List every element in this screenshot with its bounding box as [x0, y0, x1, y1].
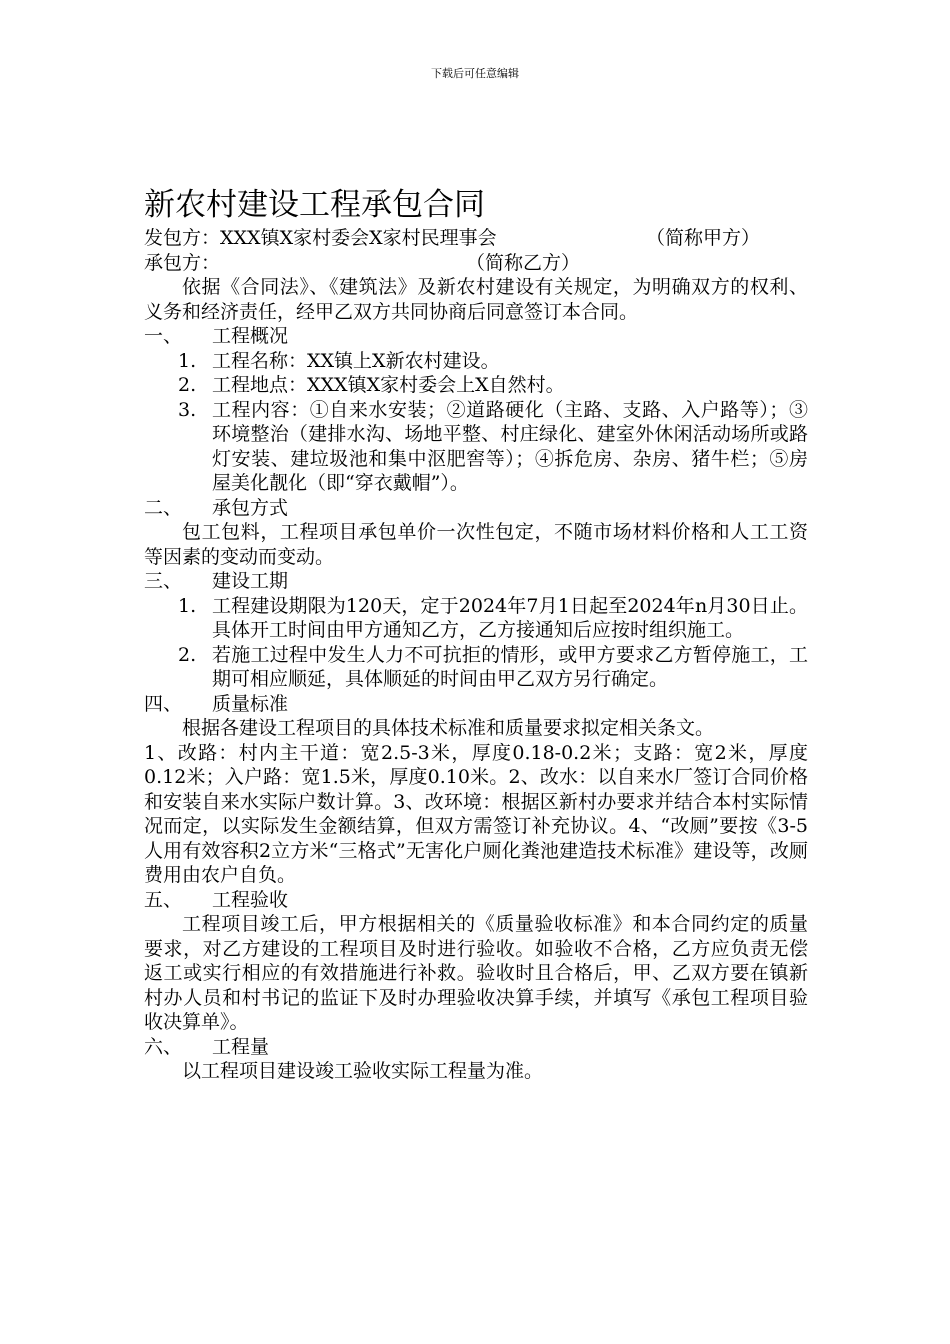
section-title: 工程量 [212, 1035, 270, 1058]
item-number: 3. [178, 398, 197, 421]
section-heading [144, 692, 808, 717]
section-number: 六、 [144, 1035, 183, 1058]
list-item [144, 349, 808, 374]
contract-body [144, 186, 808, 1084]
section-number: 一、 [144, 325, 183, 347]
section-heading [144, 324, 808, 349]
item-text: 若施工过程中发生人力不可抗拒的情形，或甲方要求乙方暂停施工，工期可相应顺延，具体顺延的时间由甲乙双方另行确定。 [212, 643, 808, 690]
section-paragraph: 根据各建设工程项目的具体技术标准和质量要求拟定相关条文。 [182, 717, 715, 739]
party-a-line [144, 226, 808, 251]
section-title: 工程验收 [212, 888, 289, 911]
section-heading [144, 888, 808, 913]
intro-paragraph: 依据《合同法》、《建筑法》及新农村建设有关规定，为明确双方的权利、义务和经济责任，经甲乙双方共同协商后同意签订本合同。 [144, 276, 808, 323]
section-heading [144, 569, 808, 594]
section-number: 二、 [144, 496, 183, 519]
item-number: 1. [178, 349, 197, 372]
section-title: 承包方式 [212, 496, 289, 519]
list-item [144, 643, 808, 692]
list-item [144, 398, 808, 496]
section-title: 工程概况 [212, 325, 289, 347]
item-text: 工程名称：XX镇上X新农村建设。 [212, 349, 500, 372]
section-heading [144, 496, 808, 521]
item-number: 1. [178, 594, 197, 617]
page-header-note: 下载后可任意编辑 [431, 67, 519, 80]
party-b-label: 承包方： [144, 251, 221, 274]
section-paragraph: 1、改路：村内主干道：宽2.5-3米，厚度0.18-0.2米；支路：宽2米，厚度0.12米；入户路：宽1.5米，厚度0.10米。2、改水：以自来水厂签订合同价格和安装自来水实际户数计算。3、改环境：根据区新村办要求并结合本村实际情况而定，以实际发生金额结算，但双方需签订补充协议。4、“改厕”要按《3-5人用有效容积2立方米“三格式”无害化户厕化粪池建造技术标准》建设等，改厕费用由农户自负。 [144, 741, 808, 886]
list-item [144, 373, 808, 398]
section-title: 建设工期 [212, 570, 289, 592]
section-paragraph: 工程项目竣工后，甲方根据相关的《质量验收标准》和本合同约定的质量要求，对乙方建设的工程项目及时进行验收。如验收不合格，乙方应负责无偿返工或实行相应的有效措施进行补救。验收时且合格后，甲、乙双方要在镇新村办人员和村书记的监证下及时办理验收决算手续，并填写《承包工程项目验收决算单》。 [144, 913, 808, 1033]
item-number: 2. [178, 643, 197, 666]
section-title: 质量标准 [212, 692, 289, 715]
party-a-label: 发包方：XXX镇X家村委会X家村民理事会 [144, 227, 497, 249]
section-heading [144, 1035, 808, 1060]
item-text: 工程内容：①自来水安装；②道路硬化（主路、支路、入户路等）；③环境整治（建排水沟、场地平整、村庄绿化、建室外休闲活动场所或路灯安装、建垃圾池和集中沤肥窖等）；④拆危房、杂房、猪牛栏；⑤房屋美化靓化（即“穿衣戴帽”）。 [212, 398, 808, 494]
section-paragraph: 以工程项目建设竣工验收实际工程量为准。 [182, 1060, 544, 1082]
document-title: 新农村建设工程承包合同 [144, 187, 485, 223]
section-number: 三、 [144, 570, 183, 592]
party-b-line [144, 251, 808, 276]
party-b-abbr: （简称乙方） [466, 251, 581, 274]
list-item [144, 594, 808, 643]
item-text: 工程建设期限为120天，定于2024年7月1日起至2024年n月30日止。具体开工时间由甲方通知乙方，乙方接通知后应按时组织施工。 [212, 594, 808, 641]
item-number: 2. [178, 374, 197, 396]
section-paragraph: 包工包料，工程项目承包单价一次性包定，不随市场材料价格和人工工资等因素的变动而变动。 [144, 521, 808, 568]
party-a-abbr: （简称甲方） [646, 227, 761, 249]
section-number: 五、 [144, 888, 183, 911]
item-text: 工程地点：XXX镇X家村委会上X自然村。 [212, 374, 565, 396]
section-number: 四、 [144, 692, 183, 715]
